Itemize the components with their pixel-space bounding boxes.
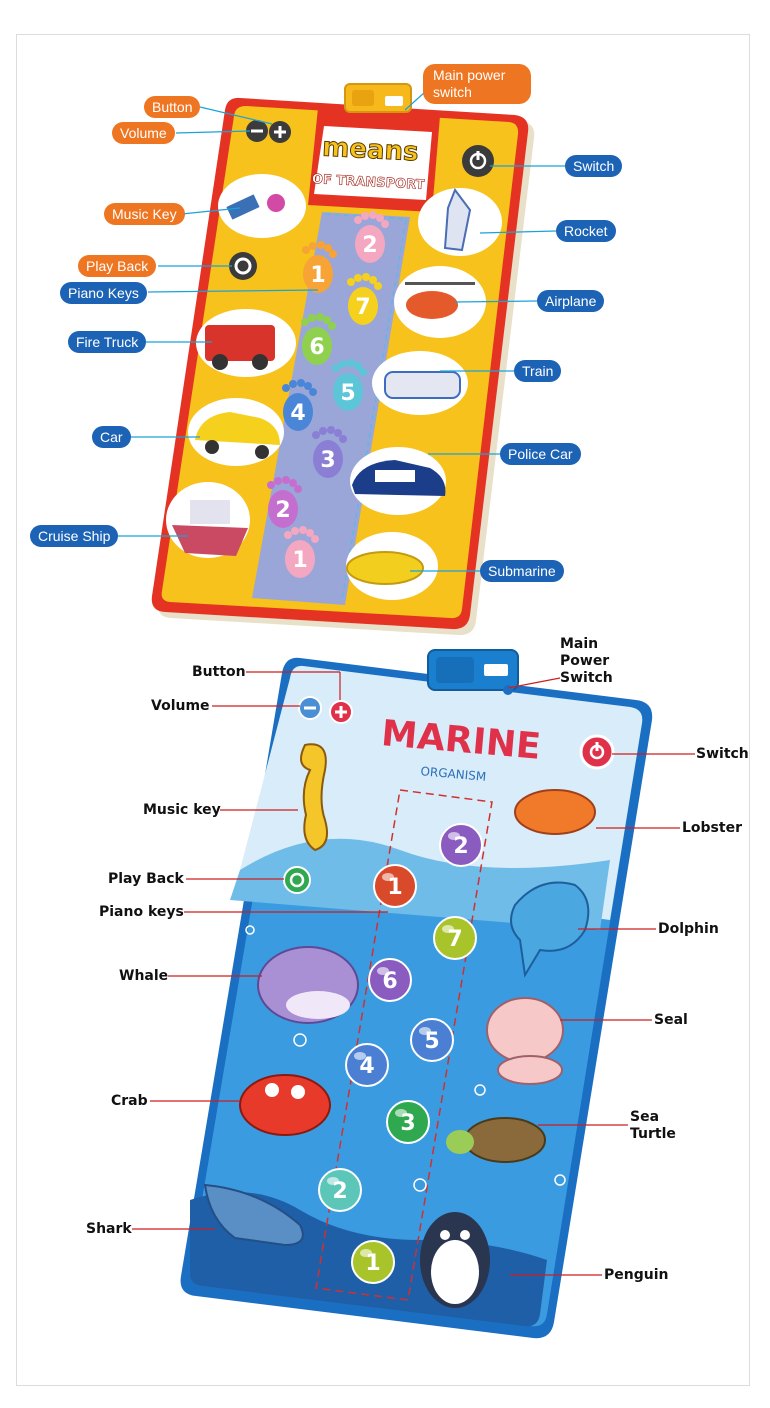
transport-mat — [152, 84, 534, 635]
footprint-number: 2 — [275, 498, 291, 523]
footprint-number: 7 — [355, 295, 371, 320]
replay-icon — [229, 252, 257, 280]
label-whale: Whale — [119, 968, 169, 984]
bubble-key-1[interactable] — [374, 865, 416, 907]
bubble-number: 2 — [453, 834, 469, 859]
marine-title-line2: ORGANISM — [419, 764, 487, 784]
transport-title-line2: OF TRANSPORT — [311, 172, 425, 193]
bubble-key-1[interactable] — [352, 1241, 394, 1283]
footprint-number: 3 — [320, 448, 336, 473]
label-fire-truck: Fire Truck — [68, 331, 146, 353]
bubble-number: 1 — [365, 1251, 381, 1276]
lobster-icon — [515, 790, 595, 834]
label-crab: Crab — [111, 1093, 148, 1109]
footprint-number: 5 — [340, 381, 356, 406]
marine-mat — [181, 650, 653, 1338]
label-dolphin: Dolphin — [658, 921, 719, 937]
label-volume-marine: Volume — [151, 698, 210, 714]
label-button-marine: Button — [192, 664, 246, 680]
label-piano-keys: Piano Keys — [60, 282, 147, 304]
label-main-power-switch: Main power switch — [423, 64, 531, 104]
bubble-number: 5 — [424, 1029, 440, 1054]
bubble-number: 2 — [332, 1179, 348, 1204]
label-lobster: Lobster — [682, 820, 742, 836]
footprint-number: 1 — [310, 263, 326, 288]
footprint-number: 2 — [362, 233, 378, 258]
label-play-back-marine: Play Back — [108, 871, 184, 887]
label-play-back: Play Back — [78, 255, 156, 277]
bubble-number: 4 — [359, 1054, 375, 1079]
transport-title-line1: means — [321, 132, 420, 168]
label-music-key-marine: Music key — [143, 802, 221, 818]
bubble-key-3[interactable] — [387, 1101, 429, 1143]
label-train: Train — [514, 360, 561, 382]
footprint-number: 6 — [309, 335, 325, 360]
whale-icon — [258, 947, 358, 1023]
label-main-power-switch-marine: Main Power Switch — [560, 636, 613, 686]
label-rocket: Rocket — [556, 220, 616, 242]
label-shark: Shark — [86, 1221, 132, 1237]
bubble-key-6[interactable] — [369, 959, 411, 1001]
label-music-key: Music Key — [104, 203, 185, 225]
label-cruise-ship: Cruise Ship — [30, 525, 118, 547]
label-car: Car — [92, 426, 131, 448]
bubble-key-2[interactable] — [440, 824, 482, 866]
seal-icon — [487, 998, 563, 1084]
bubble-key-4[interactable] — [346, 1044, 388, 1086]
label-piano-keys-marine: Piano keys — [99, 904, 184, 920]
label-volume: Volume — [112, 122, 175, 144]
bubble-key-7[interactable] — [434, 917, 476, 959]
bubble-number: 3 — [400, 1111, 416, 1136]
label-airplane: Airplane — [537, 290, 604, 312]
label-seal: Seal — [654, 1012, 688, 1028]
bubble-number: 7 — [447, 927, 463, 952]
label-penguin: Penguin — [604, 1267, 669, 1283]
label-police-car: Police Car — [500, 443, 581, 465]
crab-icon — [240, 1075, 330, 1135]
bubble-key-5[interactable] — [411, 1019, 453, 1061]
bubble-key-2[interactable] — [319, 1169, 361, 1211]
bubble-number: 6 — [382, 969, 398, 994]
footprint-number: 4 — [290, 401, 306, 426]
marine-title-line1: MARINE — [379, 713, 543, 768]
power-icon — [462, 145, 494, 177]
footprint-number: 1 — [292, 548, 308, 573]
label-submarine: Submarine — [480, 560, 564, 582]
label-sea-turtle: Sea Turtle — [630, 1109, 676, 1142]
label-button: Button — [144, 96, 200, 118]
label-switch-marine: Switch — [696, 746, 749, 762]
bubble-number: 1 — [387, 875, 403, 900]
penguin-icon — [420, 1212, 490, 1308]
label-switch: Switch — [565, 155, 622, 177]
